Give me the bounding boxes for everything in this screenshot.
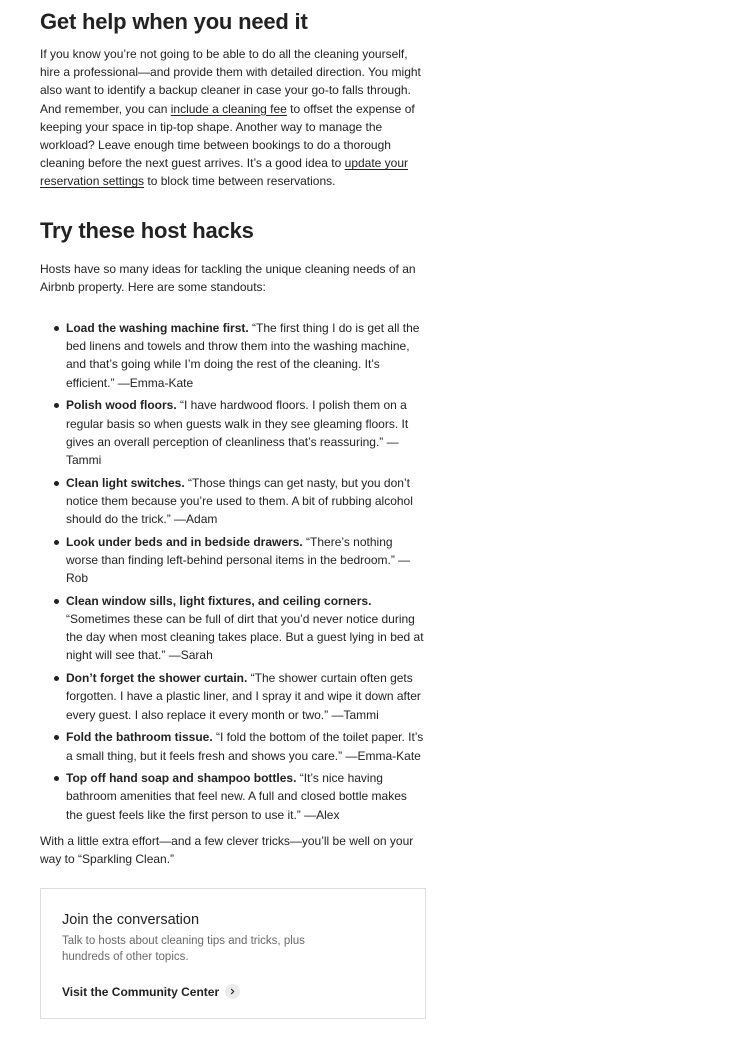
hack-quote: “Those things can get nasty, but you don’t notice them because you’re used to them. A bit of rubbing alcohol should do the trick.” —Adam bbox=[66, 475, 413, 527]
visit-community-center-link[interactable] bbox=[62, 984, 404, 999]
help-paragraph-part3: to block time between reservations. bbox=[144, 174, 336, 189]
hack-quote: “The first thing I do is get all the bed linens and towels and throw them into the washing machine, and that’s going while I’m doing the rest of the cleaning. It’s efficient.” —Emma-Kate bbox=[66, 321, 420, 390]
help-section-paragraph bbox=[40, 45, 426, 191]
hack-quote: “There’s nothing worse than finding left-behind personal items in the bedroom.” —Rob bbox=[66, 534, 411, 586]
article-body bbox=[40, 0, 426, 868]
hack-title: Top off hand soap and shampoo bottles. bbox=[66, 771, 297, 786]
help-paragraph-part2: to offset the expense of keeping your space in tip-top shape. Another way to manage the workload? Leave enough time between bookings to do a thorough cleaning before the next guest arrives. It’s a good idea to bbox=[40, 101, 415, 171]
list-item bbox=[66, 769, 426, 824]
hacks-section-heading: Try these host hacks bbox=[40, 217, 254, 243]
hack-title: Clean light switches. bbox=[66, 475, 185, 490]
community-card bbox=[40, 888, 426, 1019]
list-item bbox=[66, 669, 426, 724]
hack-quote: “It’s nice having bathroom amenities that feel new. A full and closed bottle makes the guest feels like the first person to use it.” —Alex bbox=[66, 771, 407, 822]
list-item bbox=[66, 396, 426, 469]
hack-title: Fold the bathroom tissue. bbox=[66, 730, 213, 745]
hack-quote: “Sometimes these can be full of dirt that you’d never notice during the day when most cleaning takes place. But a guest lying in bed at night will see that.” —Sarah bbox=[66, 612, 424, 663]
list-item bbox=[66, 319, 426, 392]
hack-title: Load the washing machine first. bbox=[66, 321, 249, 336]
help-section-heading: Get help when you need it bbox=[40, 9, 308, 34]
community-card-description: Talk to hosts about cleaning tips and tricks, plus hundreds of other topics. bbox=[62, 935, 305, 963]
hack-title: Polish wood floors. bbox=[66, 398, 177, 413]
chevron-right-icon bbox=[225, 984, 240, 999]
community-link-label: Visit the Community Center bbox=[62, 984, 220, 999]
reservation-settings-link[interactable]: update your reservation settings bbox=[40, 156, 409, 189]
list-item bbox=[66, 533, 426, 588]
list-item bbox=[66, 728, 426, 764]
hack-quote: “I fold the bottom of the toilet paper. It’s a small thing, but it feels fresh and shows you care.” —Emma-Kate bbox=[66, 730, 424, 763]
help-paragraph-part1: If you know you’re not going to be able to do all the cleaning yourself, hire a professional—and provide them with detailed direction. You might also want to identify a backup cleaner in case your go-to falls through. And remember, you can bbox=[40, 47, 421, 116]
host-hacks-list bbox=[40, 319, 426, 824]
list-item bbox=[66, 592, 426, 665]
hack-quote: “The shower curtain often gets forgotten. I have a plastic liner, and I spray it and wipe it down after every guest. I also replace it every month or two.” —Tammi bbox=[66, 671, 421, 722]
hacks-outro: With a little extra effort—and a few clever tricks—you’ll be well on your way to “Sparkling Clean.” bbox=[40, 833, 414, 867]
cleaning-fee-link[interactable]: include a cleaning fee bbox=[170, 101, 287, 116]
hack-title: Clean window sills, light fixtures, and ceiling corners. bbox=[66, 593, 372, 608]
community-card-title: Join the conversation bbox=[62, 912, 200, 928]
hack-quote: “I have hardwood floors. I polish them on a regular basis so when guests walk in they see gleaming floors. It gives an overall perception of cleanliness that’s reassuring.” —Tammi bbox=[66, 398, 409, 467]
list-item bbox=[66, 474, 426, 529]
hack-title: Look under beds and in bedside drawers. bbox=[66, 534, 303, 549]
hacks-intro: Hosts have so many ideas for tackling the unique cleaning needs of an Airbnb property. Here are some standouts: bbox=[40, 261, 416, 294]
hack-title: Don’t forget the shower curtain. bbox=[66, 671, 248, 686]
